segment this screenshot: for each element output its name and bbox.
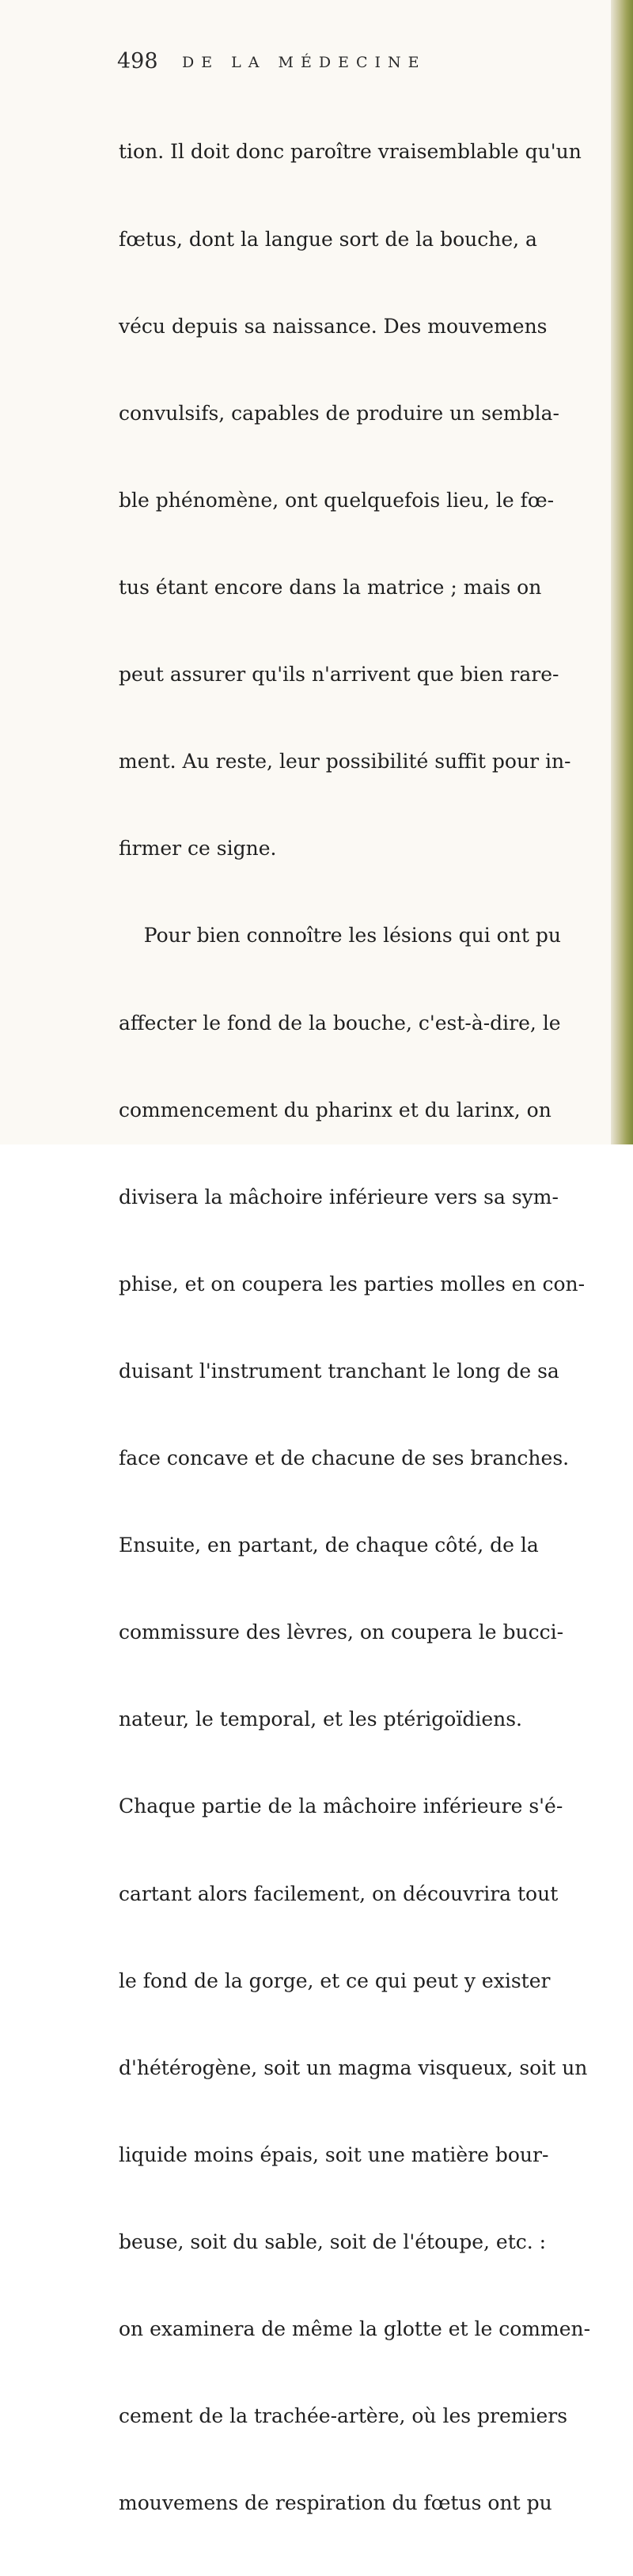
- text-line: affecter le fond de la bouche, c'est-à-dire, le: [119, 1011, 561, 1035]
- text-line: ment. Au reste, leur possibilité suffit pour in-: [119, 750, 571, 774]
- text-line: face concave et de chacune de ses branches.: [119, 1447, 570, 1470]
- text-line: vécu depuis sa naissance. Des mouvemens: [119, 314, 548, 338]
- text-line: Pour bien connoître les lésions qui ont pu: [119, 924, 561, 948]
- text-line: convulsifs, capables de produire un sembla-: [119, 401, 559, 425]
- text-line: phise, et on coupera les parties molles en con-: [119, 1272, 586, 1296]
- text-line: on examinera de même la glotte et le commen-: [119, 2317, 591, 2341]
- text-line: ble phénomène, ont quelquefois lieu, le fœ-: [119, 488, 555, 512]
- body-text: [119, 80, 601, 2576]
- text-line: cement de la trachée-artère, où les premiers: [119, 2404, 568, 2428]
- text-line: duisant l'instrument tranchant le long de sa: [119, 1359, 559, 1383]
- text-line: Ensuite, en partant, de chaque côté, de la: [119, 1534, 539, 1557]
- text-line: beuse, soit du sable, soit de l'étoupe, etc. :: [119, 2230, 547, 2254]
- text-line: peut assurer qu'ils n'arrivent que bien rare-: [119, 663, 559, 687]
- text-line: mouvemens de respiration du fœtus ont pu: [119, 2491, 552, 2515]
- text-line: tion. Il doit donc paroître vraisemblable qu'un: [119, 140, 582, 164]
- page-edge-binding: [611, 0, 633, 1144]
- text-line: liquide moins épais, soit une matière bour-: [119, 2143, 549, 2166]
- text-line: divisera la mâchoire inférieure vers sa sym-: [119, 1185, 559, 1209]
- text-line: fœtus, dont la langue sort de la bouche, a: [119, 227, 537, 251]
- text-line: d'hétérogène, soit un magma visqueux, soit un: [119, 2056, 588, 2079]
- page-number: 498: [117, 49, 158, 74]
- text-line: tus étant encore dans la matrice ; mais on: [119, 575, 542, 599]
- text-line: commissure des lèvres, on coupera le bucci-: [119, 1621, 564, 1644]
- text-line: commencement du pharinx et du larinx, on: [119, 1098, 552, 1122]
- running-head: DE LA MÉDECINE: [182, 54, 426, 71]
- text-line: nateur, le temporal, et les ptérigoïdiens.: [119, 1708, 522, 1731]
- text-line: le fond de la gorge, et ce qui peut y exister: [119, 1969, 551, 1992]
- text-line: Chaque partie de la mâchoire inférieure s'é-: [119, 1795, 563, 1818]
- text-line: cartant alors facilement, on découvrira tout: [119, 1882, 559, 1905]
- text-line: firmer ce signe.: [119, 837, 277, 861]
- page-header: [117, 49, 592, 81]
